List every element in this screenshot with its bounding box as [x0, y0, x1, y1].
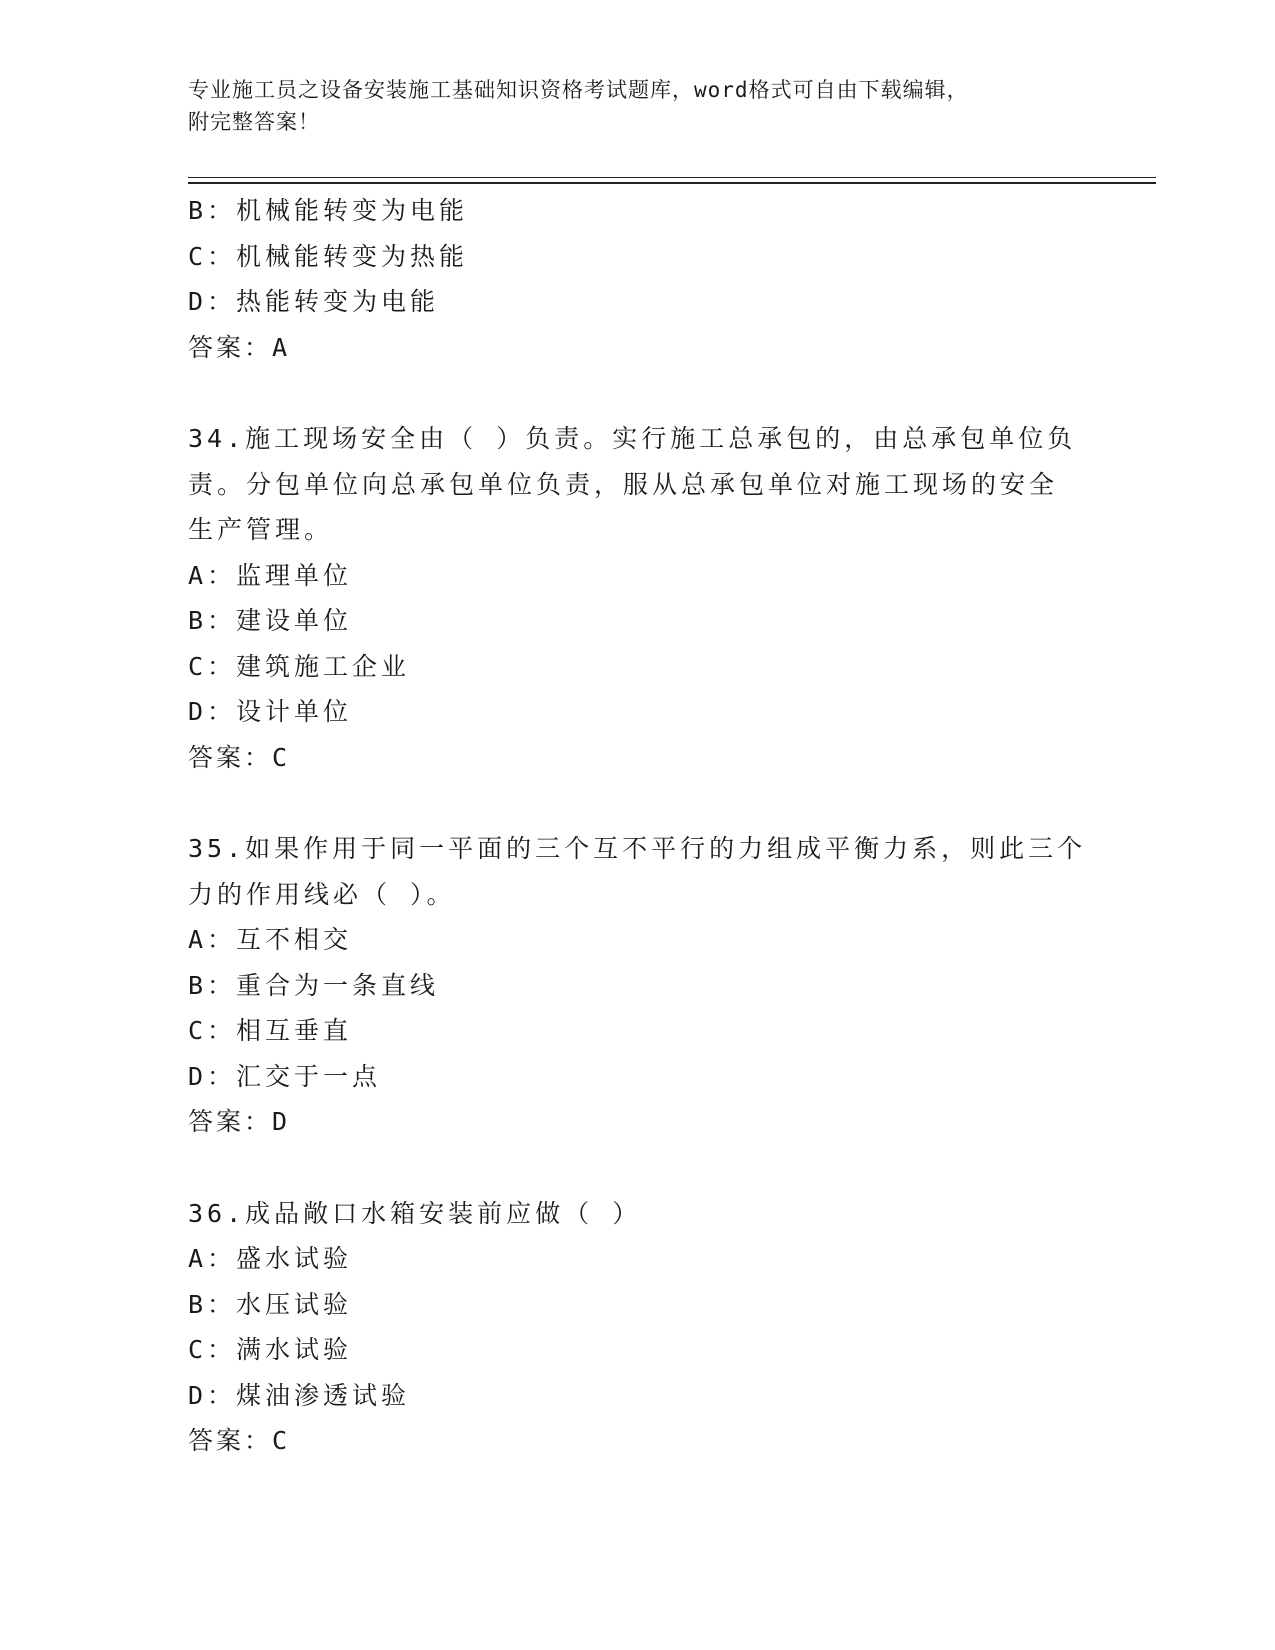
question-stem: 35.如果作用于同一平面的三个互不平行的力组成平衡力系，则此三个 [188, 834, 1087, 863]
option-b: B：建设单位 [188, 606, 353, 635]
header-divider-thick [188, 182, 1156, 184]
question-36 [188, 1191, 1088, 1464]
header-divider-thin [188, 177, 1156, 178]
spacer [188, 780, 1088, 826]
option-b: B：重合为一条直线 [188, 970, 440, 1000]
document-header [188, 74, 1088, 138]
header-line-2: 附完整答案！ [188, 110, 320, 134]
question-35 [188, 826, 1088, 1145]
option-a: A：互不相交 [188, 925, 353, 954]
question-stem: 责。分包单位向总承包单位负责，服从总承包单位对施工现场的安全 [188, 469, 1059, 499]
option-c: C：相互垂直 [188, 1016, 353, 1045]
question-stem: 34.施工现场安全由（ ）负责。实行施工总承包的，由总承包单位负 [188, 424, 1077, 453]
question-34 [188, 416, 1088, 780]
option-c: C：建筑施工企业 [188, 651, 411, 681]
option-c: C：满水试验 [188, 1335, 353, 1364]
option-b: B：机械能转变为电能 [188, 196, 469, 225]
spacer [188, 1145, 1088, 1191]
header-line-1: 专业施工员之设备安装施工基础知识资格考试题库，word格式可自由下载编辑， [188, 78, 969, 102]
option-d: D：热能转变为电能 [188, 287, 440, 316]
answer: 答案：D [188, 1107, 291, 1136]
option-d: D：设计单位 [188, 697, 353, 726]
answer: 答案：C [188, 1426, 291, 1455]
option-d: D：汇交于一点 [188, 1061, 382, 1091]
question-stem: 36.成品敞口水箱安装前应做（ ） [188, 1198, 642, 1228]
partial-question [188, 188, 1088, 370]
option-a: A：盛水试验 [188, 1244, 353, 1273]
question-stem: 力的作用线必（ ）。 [188, 879, 456, 909]
spacer [188, 370, 1088, 416]
option-d: D：煤油渗透试验 [188, 1380, 411, 1410]
answer: 答案：A [188, 332, 291, 362]
option-c: C：机械能转变为热能 [188, 241, 469, 271]
option-a: A：监理单位 [188, 560, 353, 590]
question-list [188, 188, 1088, 1464]
question-stem: 生产管理。 [188, 515, 334, 544]
answer: 答案：C [188, 742, 291, 772]
option-b: B：水压试验 [188, 1289, 353, 1319]
